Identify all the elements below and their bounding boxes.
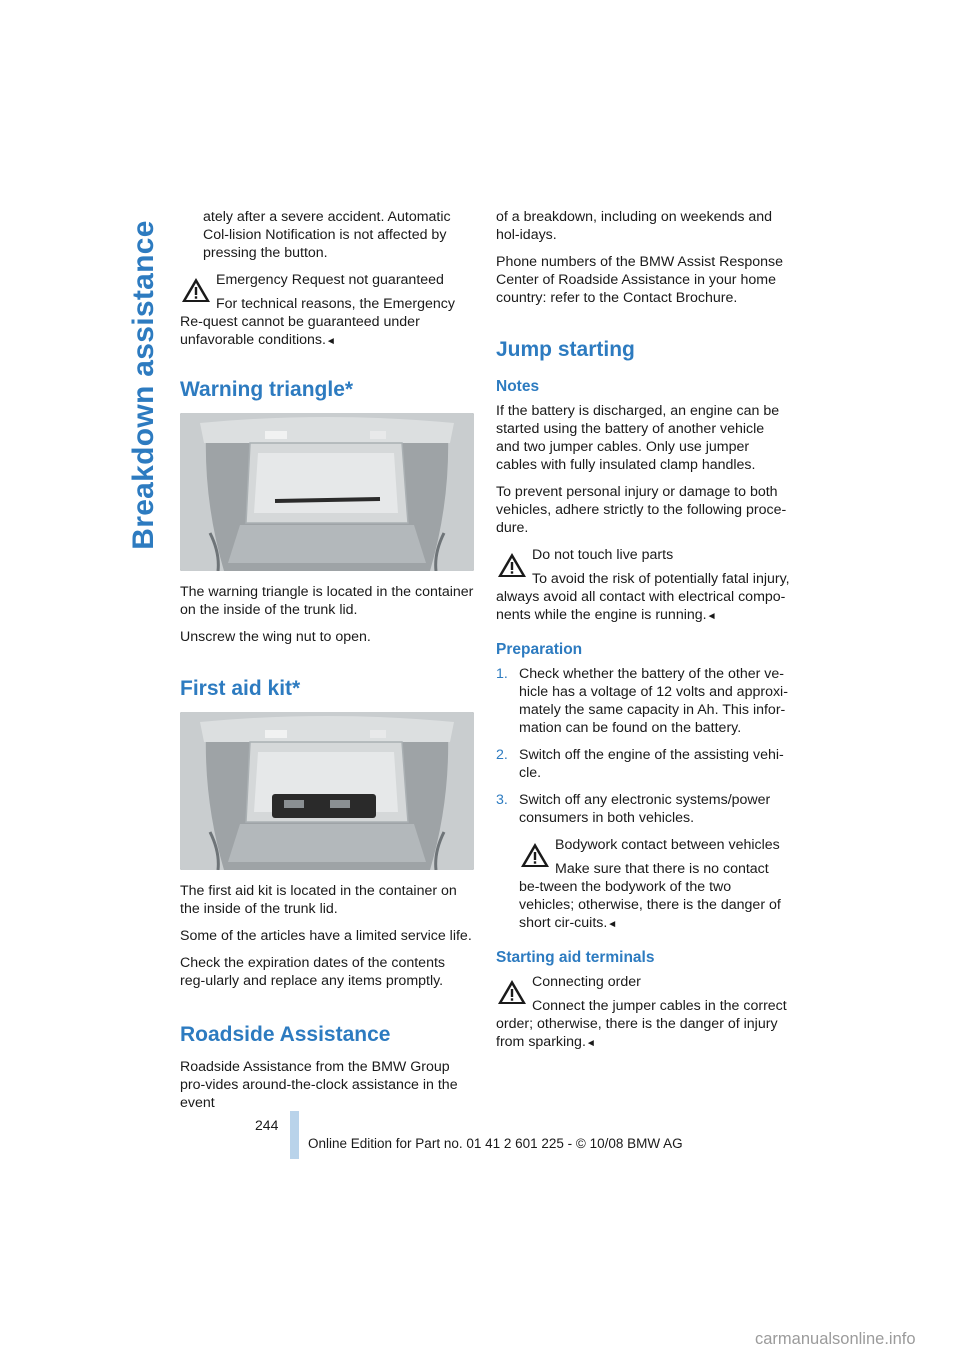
heading-starting-aid-terminals: Starting aid terminals: [496, 949, 655, 966]
step-number: 2.: [496, 747, 508, 763]
section-side-tab: [128, 200, 160, 570]
warning-body-wrapper: [180, 295, 474, 351]
section-side-tab-label: Breakdown assistance: [127, 220, 160, 550]
step-text: Switch off any electronic systems/power consumers in both vehicles.: [519, 792, 771, 826]
warning-body: For technical reasons, the Emergency Re-quest cannot be guaranteed under unfavorable conditions.: [180, 296, 455, 348]
heading-warning-triangle: Warning triangle*: [180, 378, 354, 401]
end-mark: ◄: [325, 336, 336, 347]
warning-title: Bodywork contact between vehicles: [555, 837, 780, 853]
notes-p1: If the battery is discharged, an engine can be started using the battery of another vehicle and two jumper cables. Only use jumper cables with fully insulated clamp handles.: [496, 403, 780, 473]
list-item: [496, 791, 790, 827]
warning-icon: [519, 840, 551, 870]
warning-body-wrapper: [519, 860, 790, 934]
warning-body: To avoid the risk of potentially fatal injury, always avoid all contact with electrical compo-nents while the engine is running.: [496, 571, 790, 623]
step-number: 3.: [496, 792, 508, 808]
warning-icon: [180, 275, 212, 305]
first-aid-p3: Check the expiration dates of the contents reg-ularly and replace any items promptly.: [180, 955, 445, 989]
warning-emergency-request: [180, 271, 474, 351]
warning-body-wrapper: [496, 997, 790, 1053]
heading-jump-starting: Jump starting: [496, 338, 635, 361]
footer-edition-text: Online Edition for Part no. 01 41 2 601 225 - © 10/08 BMW AG: [308, 1136, 683, 1151]
warning-triangle-p1: The warning triangle is located in the container on the inside of the trunk lid.: [180, 584, 474, 618]
end-mark: ◄: [706, 611, 717, 622]
heading-roadside-assistance: Roadside Assistance: [180, 1023, 391, 1046]
warning-title: Do not touch live parts: [532, 547, 674, 563]
intro-paragraph: ately after a severe accident. Automatic Col-lision Notification is not affected by pressing the button.: [203, 209, 451, 261]
warning-triangle-photo: [180, 413, 474, 571]
end-mark: ◄: [607, 919, 618, 930]
step-text: Check whether the battery of the other ve-hicle has a voltage of 12 volts and approxi-mately the same capacity in Ah. This infor-mation can be found on the battery.: [519, 666, 788, 736]
roadside-p2: Phone numbers of the BMW Assist Response Center of Roadside Assistance in your home country: refer to the Contact Brochure.: [496, 254, 784, 306]
heading-notes: Notes: [496, 378, 540, 395]
step-number: 1.: [496, 666, 508, 682]
warning-body-wrapper: [496, 570, 790, 626]
warning-live-parts: [496, 546, 790, 626]
heading-first-aid-kit: First aid kit*: [180, 677, 301, 700]
list-item: [496, 746, 790, 782]
footer-accent-bar: [290, 1111, 299, 1159]
roadside-continued: of a breakdown, including on weekends and hol-idays.: [496, 209, 773, 243]
step-text: Switch off the engine of the assisting vehi-cle.: [519, 747, 784, 781]
warning-bodywork-contact: [519, 836, 790, 934]
warning-body: Connect the jumper cables in the correct order; otherwise, there is the danger of injury from sparking.: [496, 998, 787, 1050]
warning-title: Emergency Request not guaranteed: [216, 272, 444, 288]
warning-body: Make sure that there is no contact be-tween the bodywork of the two vehicles; otherwise, there is the danger of short cir-cuits.: [519, 861, 781, 931]
warning-triangle-p2: Unscrew the wing nut to open.: [180, 629, 371, 645]
preparation-steps: [496, 665, 790, 827]
first-aid-p2: Some of the articles have a limited service life.: [180, 928, 472, 944]
list-item: [496, 665, 790, 737]
warning-title: Connecting order: [532, 974, 641, 990]
notes-p2: To prevent personal injury or damage to both vehicles, adhere strictly to the following proce-dure.: [496, 484, 787, 536]
left-column: [180, 208, 474, 1121]
first-aid-kit-photo: [180, 712, 474, 870]
right-column: [496, 208, 790, 1062]
end-mark: ◄: [585, 1038, 596, 1049]
heading-preparation: Preparation: [496, 641, 583, 658]
warning-connecting-order: [496, 973, 790, 1053]
first-aid-p1: The first aid kit is located in the container on the inside of the trunk lid.: [180, 883, 457, 917]
roadside-p1: Roadside Assistance from the BMW Group pro-vides around-the-clock assistance in the event: [180, 1059, 458, 1111]
page-number: 244: [255, 1117, 279, 1133]
warning-icon: [496, 977, 528, 1007]
warning-icon: [496, 550, 528, 580]
watermark: carmanualsonline.info: [755, 1330, 916, 1348]
